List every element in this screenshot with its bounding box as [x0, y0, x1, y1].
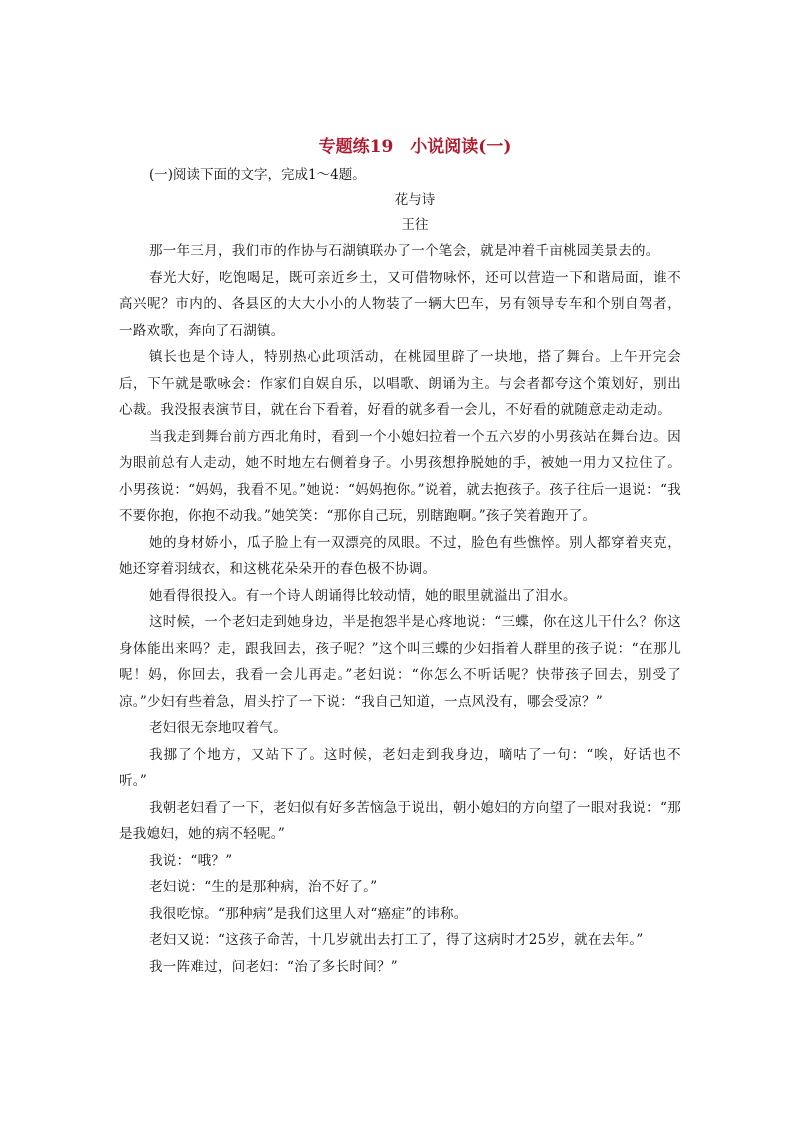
story-paragraph: 镇长也是个诗人，特别热心此项活动，在桃园里辟了一块地，搭了舞台。上午开完会后，下午就是歌咏会：作家们自娱自乐，以唱歌、朗诵为主。与会者都夸这个策划好，别出心裁。我没报表演节目，就在台下看着，好看的就多看一会儿，不好看的就随意走动走动。: [119, 349, 681, 418]
story-body: [119, 238, 681, 980]
exercise-title: 专题练19 小说阅读(一): [318, 137, 512, 157]
story-paragraph: 我一阵难过，问老妇：“治了多长时间？”: [149, 958, 399, 975]
story-paragraph: 老妇说：“生的是那种病，治不好了。”: [149, 879, 378, 895]
story-paragraph: 那一年三月，我们市的作协与石湖镇联办了一个笔会，就是冲着千亩桃园美景去的。: [149, 243, 660, 259]
story-paragraph: 我说：“哦？”: [149, 852, 233, 869]
story-paragraph: 她看得很投入。有一个诗人朗诵得比较动情，她的眼里就溢出了泪水。: [149, 587, 577, 604]
story-paragraph: 她的身材娇小，瓜子脸上有一双漂亮的凤眼。不过，脸色有些憔悴。别人都穿着夹克，她还穿着羽绒衣，和这桃花朵朵开的春色极不协调。: [119, 534, 681, 577]
story-paragraph: 当我走到舞台前方西北角时，看到一个小媳妇拉着一个五六岁的小男孩站在舞台边。因为眼前总有人走动，她不时地左右侧着身子。小男孩想挣脱她的手，被她一用力又拉住了。小男孩说：“妈妈，我看不见。”她说：“妈妈抱你。”说着，就去抱孩子。孩子往后一退说：“我不要你抱，你抱不动我。”她笑笑：“那你自己玩，别瞎跑啊。”孩子笑着跑开了。: [119, 428, 681, 524]
story-paragraph: 春光大好，吃饱喝足，既可亲近乡土，又可借物咏怀，还可以营造一下和谐局面，谁不高兴呢？市内的、各县区的大大小小的人物装了一辆大巴车，另有领导专车和个别自驾者，一路欢歌，奔向了石湖镇。: [119, 269, 681, 339]
story-title: 花与诗: [394, 192, 436, 208]
story-author: 王往: [401, 217, 429, 233]
story-paragraph: 我挪了个地方，又站下了。这时候，老妇走到我身边，嘀咕了一句：“唉，好话也不听。”: [119, 746, 681, 789]
exercise-instruction: (一)阅读下面的文字，完成1～4题。: [149, 167, 366, 183]
story-paragraph: 老妇又说：“这孩子命苦，十几岁就出去打工了，得了这病时才25岁，就在去年。”: [149, 932, 644, 948]
story-paragraph: 这时候，一个老妇走到她身边，半是抱怨半是心疼地说：“三蝶，你在这儿干什么？你这身体能出来吗？走，跟我回去，孩子呢？”这个叫三蝶的少妇指着人群里的孩子说：“在那儿呢！妈，你回去，我看一会儿再走。”老妇说：“你怎么不听话呢？快带孩子回去，别受了凉。”少妇有些着急，眉头拧了一下说：“我自己知道，一点风没有，哪会受凉？”: [119, 614, 681, 710]
story-paragraph: 老妇很无奈地叹着气。: [149, 720, 287, 736]
document-page: [119, 132, 681, 980]
story-paragraph: 我朝老妇看了一下，老妇似有好多苦恼急于说出，朝小媳妇的方向望了一眼对我说：“那是我媳妇，她的病不轻呢。”: [119, 799, 681, 842]
story-paragraph: 我很吃惊。“那种病”是我们这里人对“癌症”的讳称。: [149, 905, 468, 922]
